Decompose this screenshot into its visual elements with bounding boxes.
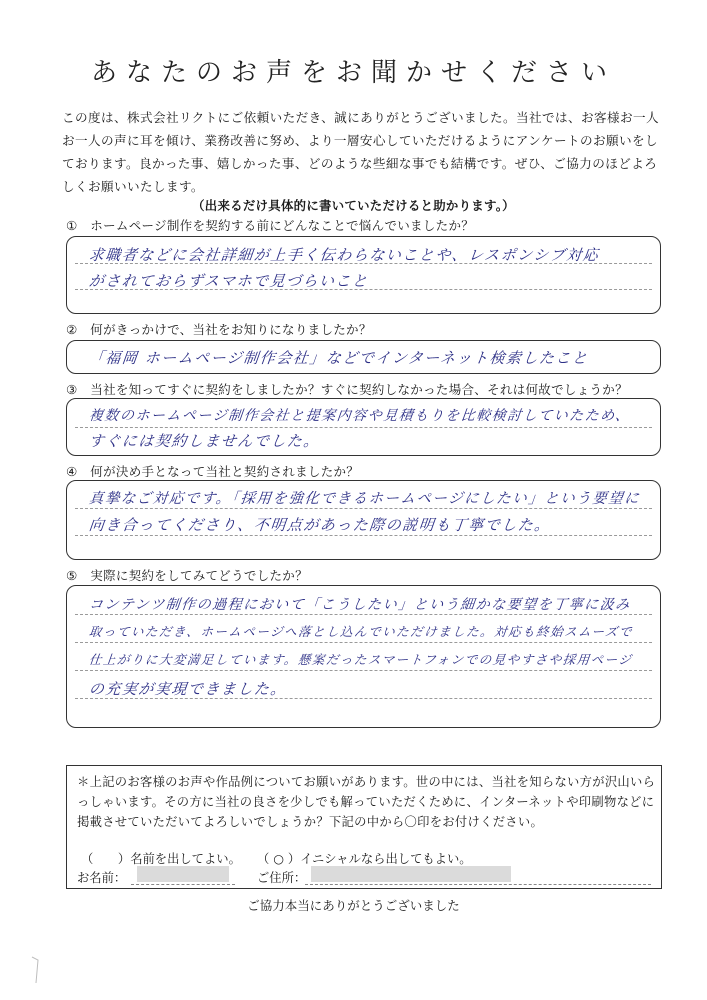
question-5-label: ⑤ 実際に契約をしてみてどうでしたか？	[66, 568, 308, 583]
name-redacted	[137, 866, 229, 882]
question-2-label: ② 何がきっかけで、当社をお知りになりましたか？	[66, 322, 372, 337]
answer-line	[75, 427, 652, 428]
answer-3-line-2: すぐには契約しませんでした。	[88, 432, 321, 450]
answer-4-line-1: 真摯なご対応です。「採用を強化できるホームページにしたい」という要望に	[88, 491, 641, 507]
question-1-label: ① ホームページ制作を契約する前にどんなことで悩んでいましたか？	[66, 218, 475, 233]
answer-box-3	[66, 398, 661, 456]
answer-line	[75, 535, 652, 536]
answer-5-line-1: コンテンツ制作の過程において「こうしたい」という細かな要望を丁寧に汲み	[88, 597, 632, 613]
answer-box-4	[66, 480, 661, 560]
answer-5-line-3: 仕上がりに大変満足しています。懸案だったスマートフォンでの見やすさや採用ページ	[88, 652, 634, 667]
answer-box-5	[66, 585, 661, 728]
answer-1-line-2: がされておらずスマホで見づらいこと	[88, 272, 370, 290]
answer-1-line-1: 求職者などに会社詳細が上手く伝わらないことや、レスポンシブ対応	[88, 246, 601, 264]
name-underline	[131, 884, 235, 885]
answer-box-1	[66, 236, 661, 314]
address-underline	[305, 884, 651, 885]
instruction-text: （出来るだけ具体的に書いていただけると助かります。）	[192, 198, 515, 213]
answer-5-line-2: 取っていただき、ホームページへ落とし込んでいただけました。対応も終始スムーズで	[88, 624, 634, 639]
answer-box-2	[66, 340, 661, 374]
answer-line	[75, 670, 652, 671]
answer-2-line-1: 「福岡 ホームページ制作会社」などでインターネット検索したこと	[88, 349, 590, 367]
name-label: お名前：	[77, 871, 127, 885]
address-redacted	[311, 866, 511, 882]
question-3-label: ③ 当社を知ってすぐに契約をしましたか？すぐに契約しなかった場合、それは何故でしょうか？	[66, 382, 628, 397]
address-label: ご住所：	[257, 871, 307, 885]
option-name-ok: （ ）名前を出してよい。	[81, 852, 241, 866]
answer-3-line-1: 複数のホームページ制作会社と提案内容や見積もりを比較検討していたため、	[88, 408, 632, 424]
answer-4-line-2: 向き合ってくださり、不明点があった際の説明も丁寧でした。	[88, 516, 552, 534]
fold-mark	[30, 955, 40, 985]
answer-5-line-4: の充実が実現できました。	[88, 680, 288, 698]
survey-title: あなたのお声をお聞かせください	[90, 58, 616, 88]
answer-line	[75, 508, 652, 509]
option-initials-ok: （ ○ ）イニシャルなら出してもよい。	[257, 852, 472, 866]
closing-thanks: ご協力本当にありがとうございました	[247, 898, 460, 913]
consent-text: ＊上記のお客様のお声や作品例についてお願いがあります。世の中には、当社を知らない方が沢山いらっしゃいます。その方に当社の良さを少しでも解っていただくために、インターネットや印刷物などに掲載させていただいてよろしいでしょうか？下記の中から〇印をお付けください。	[77, 775, 656, 829]
question-4-label: ④ 何が決め手となって当社と契約されましたか？	[66, 464, 360, 479]
consent-box	[66, 765, 662, 889]
answer-line	[75, 642, 652, 643]
intro-paragraph: この度は、株式会社リクトにご依頼いただき、誠にありがとうございました。当社では、お客様お一人お一人の声に耳を傾け、業務改善に努め、より一層安心していただけるようにアンケートのお願いをしております。良かった事、嬉しかった事、どのような些細な事でも結構です。ぜひ、ご協力のほどよろしくお願いいたします。	[62, 110, 659, 194]
answer-line	[75, 614, 652, 615]
